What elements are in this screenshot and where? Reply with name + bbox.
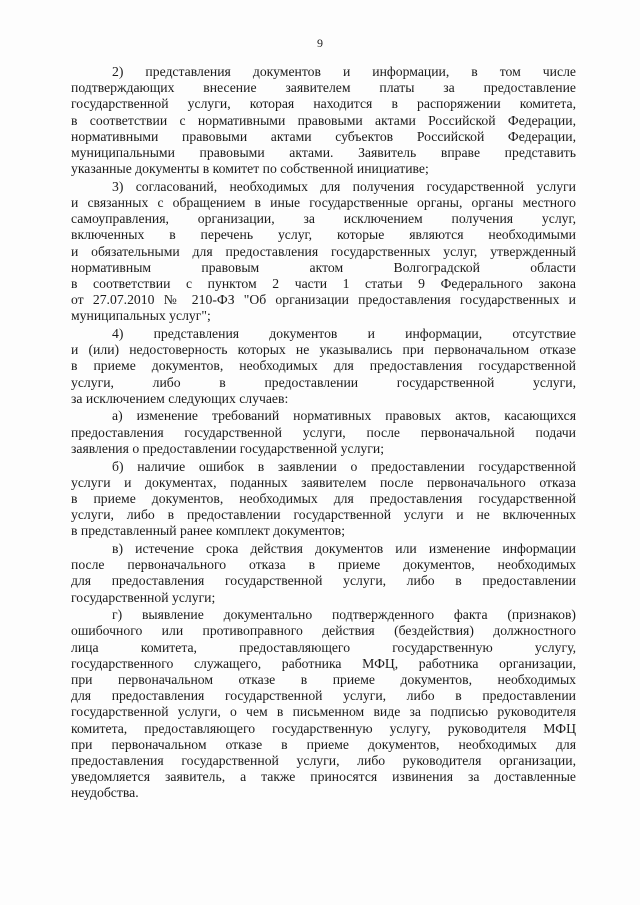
text-line: в приеме документов, необходимых для предоставления государственной xyxy=(71,490,576,506)
text-line: муниципальными правовыми актами. Заявитель вправе представить xyxy=(71,144,576,160)
text-line: после первоначального отказа в приеме документов, необходимых xyxy=(71,557,576,573)
paragraph xyxy=(71,64,576,177)
text-line: 3) согласований, необходимых для получения государственной услуги xyxy=(112,178,576,194)
text-line: указанные документы в комитет по собственной инициативе; xyxy=(71,161,429,177)
text-line: в соответствии с нормативными правовыми актами Российской Федерации, xyxy=(71,112,576,128)
text-line: в соответствии с пунктом 2 части 1 статьи 9 Федерального закона xyxy=(71,275,576,291)
text-line: лица комитета, предоставляющего государственную услугу, xyxy=(71,639,576,655)
text-line: государственной услуги; xyxy=(71,589,216,605)
text-line: услуги, либо в предоставлении государственной услуги и не включенных xyxy=(71,507,576,523)
text-line: от 27.07.2010 № 210-ФЗ "Об организации предоставления государственных и xyxy=(71,292,576,308)
text-line: 4) представления документов и информации, отсутствие xyxy=(112,326,576,341)
paragraph xyxy=(71,408,576,457)
paragraph xyxy=(71,326,576,407)
text-line: предоставления государственной услуги, после первоначальной подачи xyxy=(71,424,576,440)
paragraph xyxy=(71,607,576,801)
text-line: за исключением следующих случаев: xyxy=(71,390,289,406)
text-line: ошибочного или противоправного действия (бездействия) должностного xyxy=(71,623,576,639)
text-line: уведомляется заявитель, а также приносятся извинения за доставленные xyxy=(71,769,576,785)
text-line: в приеме документов, необходимых для предоставления государственной xyxy=(71,358,576,374)
text-line: при первоначальном отказе в приеме документов, необходимых xyxy=(71,671,576,687)
text-line: 2) представления документов и информации, в том числе xyxy=(112,64,576,79)
text-line: нормативным правовым актом Волгоградской области xyxy=(71,259,576,275)
text-line: государственной услуги, о чем в письменном виде за подписью руководителя xyxy=(71,704,576,720)
text-line: б) наличие ошибок в заявлении о предоставлении государственной xyxy=(112,458,576,474)
text-line: и (или) недостоверность которых не указывались при первоначальном отказе xyxy=(71,342,576,358)
text-line: нормативными правовыми актами субъектов Российской Федерации, xyxy=(71,128,576,144)
text-line: для предоставления государственной услуги, либо в предоставлении xyxy=(71,573,576,589)
text-line: государственной услуги, которая находится в распоряжении комитета, xyxy=(71,96,576,112)
text-line: услуги и документах, поданных заявителем после первоначального отказа xyxy=(71,474,576,490)
text-line: заявления о предоставлении государственной услуги; xyxy=(71,440,385,456)
text-line: муниципальных услуг"; xyxy=(71,308,211,324)
text-line: комитета, предоставляющего государственную услугу, руководителя МФЦ xyxy=(71,720,576,736)
text-line: предоставления государственной услуги, либо руководителя организации, xyxy=(71,752,576,768)
paragraph xyxy=(71,179,576,325)
document-body xyxy=(71,64,576,801)
text-line: для предоставления государственной услуги, либо в предоставлении xyxy=(71,688,576,704)
text-line: включенных в перечень услуг, которые являются необходимыми xyxy=(71,227,576,243)
text-line: и обязательными для предоставления государственных услуг, утвержденный xyxy=(71,243,576,259)
page-number: 9 xyxy=(317,36,323,50)
text-line: при первоначальном отказе в приеме документов, необходимых для xyxy=(71,736,576,752)
text-line: в) истечение срока действия документов или изменение информации xyxy=(112,540,576,556)
text-line: государственного служащего, работника МФЦ, работника организации, xyxy=(71,655,576,671)
text-line: неудобства. xyxy=(71,785,139,801)
text-line: подтверждающих внесение заявителем платы за предоставление xyxy=(71,80,576,96)
text-line: самоуправления, организации, за исключением получения услуг, xyxy=(71,211,576,227)
text-line: а) изменение требований нормативных правовых актов, касающихся xyxy=(112,408,576,424)
text-line: г) выявление документально подтвержденного факта (признаков) xyxy=(112,607,576,623)
text-line: и связанных с обращением в иные государственные органы, органы местного xyxy=(71,195,576,210)
text-line: услуги, либо в предоставлении государственной услуги, xyxy=(71,374,576,390)
paragraph xyxy=(71,541,576,606)
text-line: в представленный ранее комплект документов; xyxy=(71,523,346,539)
paragraph xyxy=(71,459,576,540)
